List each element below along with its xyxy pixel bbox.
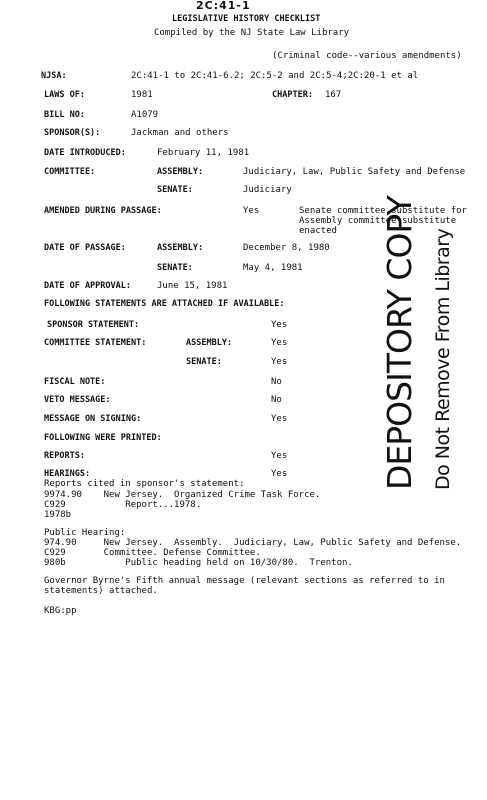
sponsor-statement-value: Yes (271, 320, 288, 330)
committee-statement-assembly-value: Yes (271, 338, 288, 348)
reports-cited-line: 1978b (44, 510, 72, 520)
document-subtitle: Compiled by the NJ State Law Library (154, 28, 350, 38)
committee-statement-senate-value: Yes (271, 357, 288, 367)
passage-assembly-label: ASSEMBLY: (157, 243, 204, 253)
committee-statement-label: COMMITTEE STATEMENT: (44, 338, 147, 348)
public-hearing-line: 980b Public heading held on 10/30/80. Trenton. (44, 558, 353, 568)
chapter-label: CHAPTER: (272, 90, 313, 100)
fiscal-note-label: FISCAL NOTE: (44, 377, 106, 387)
document-title: LEGISLATIVE HISTORY CHECKLIST (172, 14, 321, 24)
committee-statement-senate-label: SENATE: (186, 357, 222, 367)
passage-senate-label: SENATE: (157, 263, 193, 273)
hearings-value: Yes (271, 469, 288, 479)
printed-heading: FOLLOWING WERE PRINTED: (44, 433, 162, 443)
committee-label: COMMITTEE: (44, 167, 96, 177)
amended-note-line-2: Assembly committee substitute (299, 216, 457, 226)
veto-message-value: No (271, 395, 282, 405)
governor-message-line: statements) attached. (44, 586, 158, 596)
chapter-value: 167 (325, 90, 342, 100)
date-of-passage-label: DATE OF PASSAGE: (44, 243, 126, 253)
amended-note-line-1: Senate committee substitute for (299, 206, 467, 216)
laws-of-value: 1981 (131, 90, 153, 100)
njsa-value: 2C:41-1 to 2C:41-6.2; 2C:5-2 and 2C:5-4;2C:20-1 et al (131, 71, 419, 81)
sponsor-statement-label: SPONSOR STATEMENT: (47, 320, 140, 330)
governor-message-line: Governor Byrne's Fifth annual message (relevant sections as referred to in (44, 576, 445, 586)
veto-message-label: VETO MESSAGE: (44, 395, 111, 405)
reports-cited-line: C929 Report...1978. (44, 500, 202, 510)
committee-assembly-label: ASSEMBLY: (157, 167, 204, 177)
message-on-signing-value: Yes (271, 414, 288, 424)
sponsor-label: SPONSOR(S): (44, 128, 101, 138)
amended-label: AMENDED DURING PASSAGE: (44, 206, 162, 216)
sponsor-value: Jackman and others (131, 128, 229, 138)
stamp-depository-copy: DEPOSITORY COPY (380, 196, 419, 490)
committee-senate-label: SENATE: (157, 185, 193, 195)
reports-cited-line: 9974.90 New Jersey. Organized Crime Task Force. (44, 490, 321, 500)
committee-assembly-value: Judiciary, Law, Public Safety and Defense (243, 167, 466, 177)
stamp-do-not-remove: Do Not Remove From Library (432, 228, 454, 490)
reports-label: REPORTS: (44, 451, 85, 461)
bill-no-value: A1079 (131, 110, 159, 120)
handwritten-code: 2C:41-1 (196, 0, 251, 12)
date-of-approval-label: DATE OF APPROVAL: (44, 281, 131, 291)
njsa-label: NJSA: (41, 71, 67, 81)
reports-cited-heading: Reports cited in sponsor's statement: (44, 479, 245, 489)
fiscal-note-value: No (271, 377, 282, 387)
public-hearing-heading: Public Hearing: (44, 528, 126, 538)
date-of-approval-value: June 15, 1981 (157, 281, 228, 291)
passage-assembly-value: December 8, 1980 (243, 243, 330, 253)
date-introduced-label: DATE INTRODUCED: (44, 148, 126, 158)
subject-note: (Criminal code--various amendments) (272, 51, 462, 61)
passage-senate-value: May 4, 1981 (243, 263, 303, 273)
public-hearing-line: 974.90 New Jersey. Assembly. Judiciary, Law, Public Safety and Defense. (44, 538, 462, 548)
committee-senate-value: Judiciary (243, 185, 292, 195)
amended-note-line-3: enacted (299, 226, 337, 236)
laws-of-label: LAWS OF: (44, 90, 85, 100)
committee-statement-assembly-label: ASSEMBLY: (186, 338, 233, 348)
bill-no-label: BILL NO: (44, 110, 85, 120)
statements-heading: FOLLOWING STATEMENTS ARE ATTACHED IF AVAILABLE: (44, 299, 285, 309)
hearings-label: HEARINGS: (44, 469, 91, 479)
amended-value: Yes (243, 206, 260, 216)
reports-value: Yes (271, 451, 288, 461)
date-introduced-value: February 11, 1981 (157, 148, 250, 158)
message-on-signing-label: MESSAGE ON SIGNING: (44, 414, 142, 424)
initials: KBG:pp (44, 606, 77, 616)
public-hearing-line: C929 Committee. Defense Committee. (44, 548, 261, 558)
